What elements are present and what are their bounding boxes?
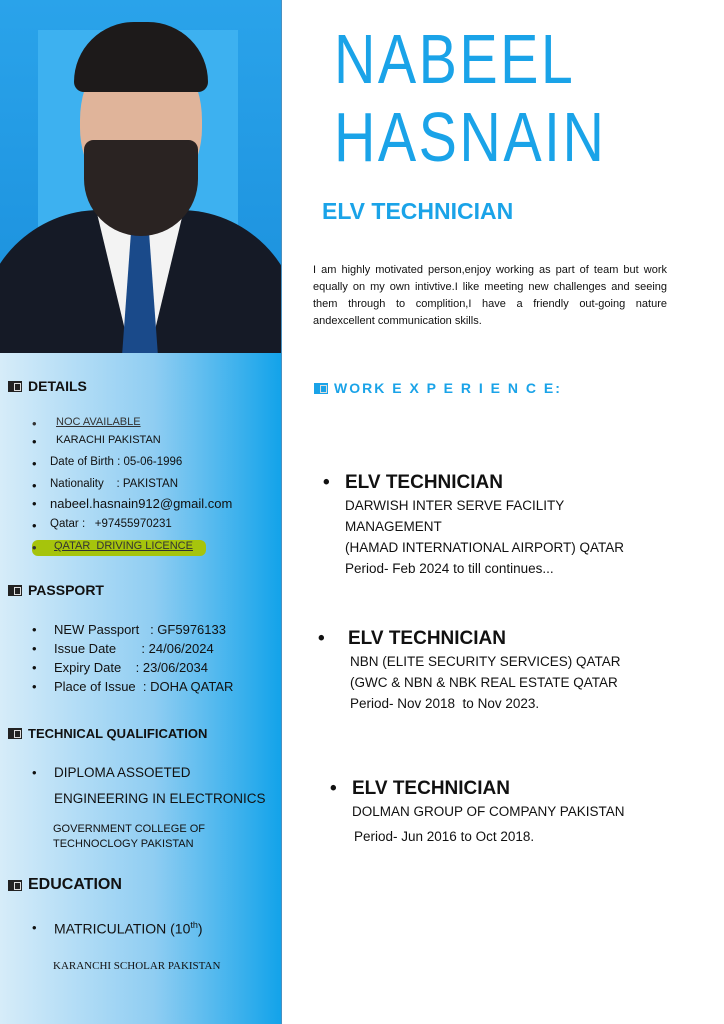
sidebar	[0, 0, 282, 1024]
qualification-title: TECHNICAL QUALIFICATION	[28, 726, 208, 741]
list-item: • Nationality : PAKISTAN	[32, 478, 232, 496]
job-line: MANAGEMENT	[345, 519, 442, 534]
list-item: • Date of Birth : 05-06-1996	[32, 456, 232, 478]
qualification-list	[32, 760, 266, 812]
book-icon	[8, 381, 22, 392]
job-entry	[330, 778, 625, 847]
education-item-end: )	[197, 920, 203, 937]
details-list	[32, 416, 232, 556]
book-icon	[314, 383, 328, 394]
list-item: • Place of Issue : DOHA QATAR	[32, 677, 233, 696]
phone: • Qatar : +97455970231	[32, 518, 232, 540]
job-line: (HAMAD INTERNATIONAL AIRPORT) QATAR	[345, 540, 625, 555]
institution	[53, 822, 205, 852]
job-line: NBN (ELITE SECURITY SERVICES) QATAR	[350, 654, 621, 669]
job-period: Period- Feb 2024 to till continues...	[345, 561, 554, 576]
job-entry	[323, 472, 624, 579]
institution-line1: GOVERNMENT COLLEGE OF	[53, 823, 205, 835]
passport-title: PASSPORT	[28, 582, 104, 598]
education-list	[32, 920, 203, 937]
book-icon	[8, 585, 22, 596]
work-experience-heading	[314, 380, 562, 396]
job-line: DOLMAN GROUP OF COMPANY PAKISTAN	[352, 804, 625, 819]
job-line: DARWISH INTER SERVE FACILITY	[345, 498, 565, 513]
book-icon	[8, 880, 22, 891]
qualification-heading	[8, 726, 207, 741]
driving-licence: • QATAR DRIVING LICENCE	[32, 540, 206, 556]
last-name: HASNAIN	[334, 98, 607, 176]
school: KARANCHI SCHOLAR PAKISTAN	[53, 960, 221, 972]
about-text: I am highly motivated person,enjoy working as part of team but work equally on my own intivtive.I like meeting new challenges and seeing them through to complition,I have a friendly out-going nature andexcellent communication skills.	[313, 264, 667, 327]
details-heading	[8, 378, 87, 394]
list-item	[32, 920, 203, 937]
institution-line2: TECHNOCLOGY PAKISTAN	[53, 838, 194, 850]
work-title: WORK E X P E R I E N C E:	[334, 380, 562, 396]
job-title: • ELV TECHNICIAN	[318, 628, 621, 649]
email: • nabeel.hasnain912@gmail.com	[32, 496, 232, 518]
passport-heading	[8, 582, 104, 598]
job-entry	[318, 628, 621, 714]
list-item: • NEW Passport : GF5976133	[32, 620, 233, 639]
degree-line2: ENGINEERING IN ELECTRONICS	[54, 791, 266, 806]
education-item: MATRICULATION (10	[54, 920, 191, 937]
education-heading	[8, 876, 122, 894]
first-name: NABEEL	[334, 20, 576, 98]
job-period: Period- Nov 2018 to Nov 2023.	[350, 696, 540, 711]
job-line: (GWC & NBN & NBK REAL ESTATE QATAR	[350, 675, 618, 690]
education-sup: th	[190, 920, 198, 930]
job-role: ELV TECHNICIAN	[322, 198, 514, 224]
list-item: • Expiry Date : 23/06/2034	[32, 658, 233, 677]
profile-photo	[0, 0, 281, 353]
list-item: • KARACHI PAKISTAN	[32, 434, 232, 456]
job-title: • ELV TECHNICIAN	[323, 472, 624, 493]
job-title: • ELV TECHNICIAN	[330, 778, 625, 799]
details-title: DETAILS	[28, 378, 87, 394]
degree-line1: DIPLOMA ASSOETED	[54, 765, 191, 780]
list-item	[32, 760, 266, 812]
list-item: • NOC AVAILABLE	[32, 416, 232, 434]
job-period: Period- Jun 2016 to Oct 2018.	[354, 829, 535, 844]
education-title: EDUCATION	[28, 876, 122, 893]
candidate-name	[334, 20, 606, 176]
passport-list	[32, 620, 233, 696]
list-item: • Issue Date : 24/06/2024	[32, 639, 233, 658]
book-icon	[8, 728, 22, 739]
